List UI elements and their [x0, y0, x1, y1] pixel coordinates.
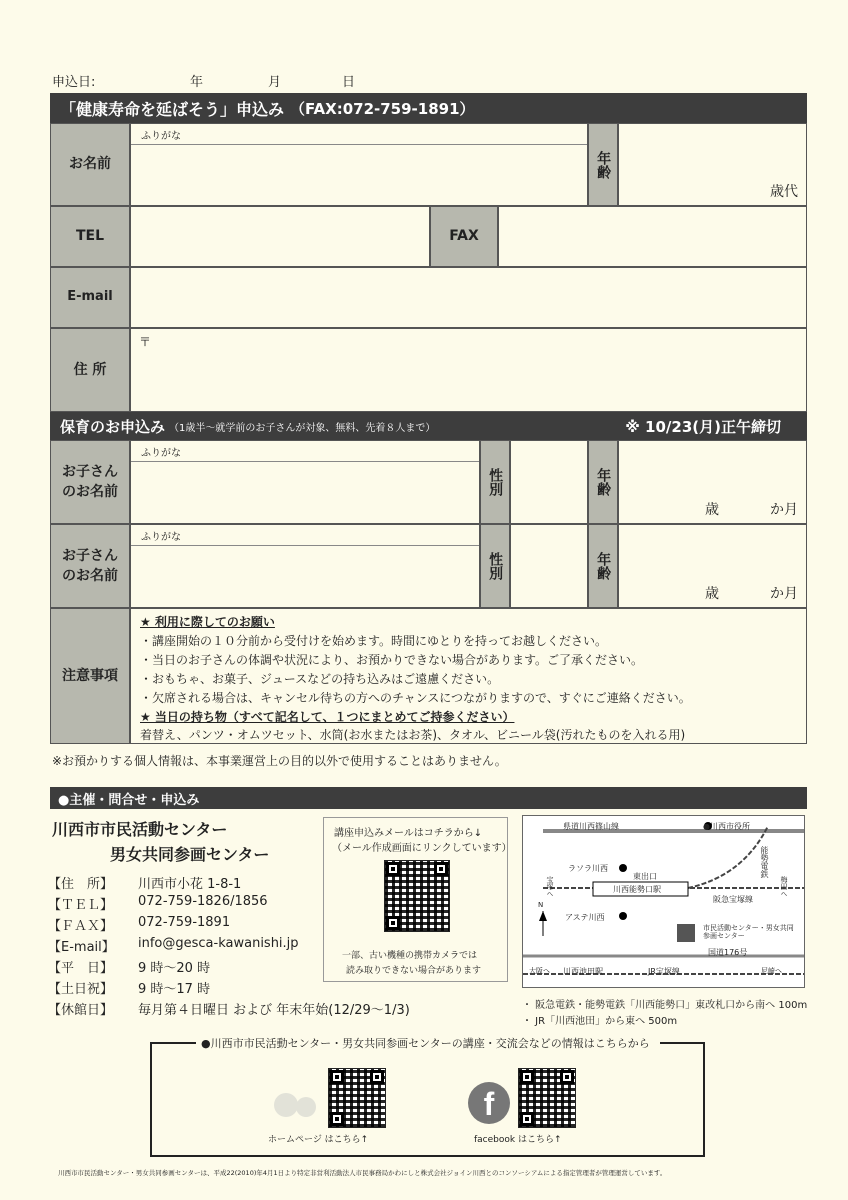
- child1-gender-label: 性別: [480, 440, 510, 524]
- child2-age-input[interactable]: [618, 524, 807, 608]
- form1-title: 「健康寿命を延ばそう」申込み: [60, 99, 285, 119]
- child2-gender-label: 性別: [480, 524, 510, 608]
- child2-furigana-label: ふりがな: [141, 532, 181, 543]
- child1-name-label: お子さん のお名前: [50, 440, 130, 524]
- apply-date-day: 日: [342, 75, 356, 90]
- notes-belongings: 着替え、パンツ・オムツセット、水筒(お水またはお茶)、タオル、ビニール袋(汚れたものを入れる用): [140, 728, 686, 742]
- notes-heading2: ★ 当日の持ち物（すべて記名して、１つにまとめてご持参ください）: [140, 710, 515, 724]
- org-name-1: 川西市市民活動センター: [52, 820, 228, 839]
- facebook-icon: f: [468, 1082, 510, 1124]
- child1-gender-input[interactable]: [510, 440, 588, 524]
- access-line-2: ・ JR「川西池田」から東へ 500m: [522, 1016, 678, 1027]
- contact-row: 【ＦＡＸ】 072-759-1891: [48, 915, 231, 934]
- map-kyobashi: 大阪へ: [529, 967, 550, 975]
- notes-label: 注意事項: [50, 608, 130, 744]
- child2-age-years: 歳: [705, 586, 719, 602]
- info-box-title: ●川西市市民活動センター・男女共同参画センターの講座・交流会などの情報はこちらから: [198, 1035, 653, 1051]
- tel-input[interactable]: [130, 206, 430, 267]
- map-city-hall: ●川西市役所: [703, 822, 750, 831]
- contact-header: ●主催・問合せ・申込み: [50, 787, 807, 809]
- map-center: 市民活動センター・男女共同参画センター: [703, 924, 794, 941]
- access-line-1: ・ 阪急電鉄・能勢電鉄「川西能勢口」東改札口から南へ 100m: [522, 1000, 808, 1011]
- mail-qr-box: [323, 817, 512, 982]
- name-input[interactable]: [130, 123, 588, 206]
- form2-deadline: ※ 10/23(月)正午締切: [625, 417, 781, 436]
- notes-item-4: ・欠席される場合は、キャンセル待ちの方へのチャンスにつながりますので、すぐにご連絡ください。: [140, 691, 691, 705]
- form1-fax: （FAX:072-759-1891）: [290, 99, 475, 118]
- privacy-note: ※お預かりする個人情報は、本事業運営上の目的以外で使用することはありません。: [52, 754, 507, 768]
- notes-heading1: ★ 利用に際してのお願い: [140, 615, 275, 629]
- map-station: 川西能勢口駅: [613, 885, 661, 894]
- email-input[interactable]: [130, 267, 807, 328]
- mail-qr-text1: 講座申込みメールはコチラから↓: [334, 828, 483, 839]
- apply-date-month: 月: [268, 75, 282, 90]
- child1-furigana-label: ふりがな: [141, 448, 181, 459]
- map-amagasaki: 尼崎へ: [761, 967, 782, 975]
- tel-label: TEL: [50, 206, 130, 267]
- name-label: お名前: [50, 123, 130, 206]
- footer-text: 川西市市民活動センター・男女共同参画センターは、平成22(2010)年4月1日より特定非営利活動法人市民事務局かわにしと株式会社ジョイン川西とのコンソーシアムによる指定管理者が管理運営しています。: [58, 1169, 667, 1177]
- notes-item-2: ・当日のお子さんの体調や状況により、お預かりできない場合があります。ご了承ください。: [140, 653, 644, 667]
- map-ikeda: 川西池田駅: [563, 967, 603, 976]
- contact-row: 【土日祝】 9 時～17 時: [48, 982, 211, 997]
- age-unit: 歳代: [770, 184, 798, 200]
- map-umeda: 梅田へ: [780, 876, 788, 897]
- map-lasora: ラソラ川西: [568, 864, 608, 873]
- fax-input[interactable]: [498, 206, 807, 267]
- map-hankyu-takarazuka: 阪急宝塚線: [713, 895, 753, 904]
- child1-age-input[interactable]: [618, 440, 807, 524]
- form2-subtitle: （1歳半～就学前のお子さんが対象、無料、先着８人まで）: [169, 422, 436, 434]
- name-furigana-label: ふりがな: [141, 131, 181, 142]
- map-asute: アステ川西: [565, 913, 605, 922]
- child2-age-label: 年齢: [588, 524, 618, 608]
- homepage-qr-code[interactable]: [328, 1068, 386, 1128]
- address-label: 住 所: [50, 328, 130, 412]
- mail-qr-text2: （メール作成画面にリンクしています）: [332, 843, 512, 854]
- contact-row: 【E-mail】 info@gesca-kawanishi.jp: [48, 936, 299, 955]
- map-east-exit: 東出口: [633, 872, 657, 881]
- homepage-logo: [272, 1090, 322, 1120]
- homepage-caption: ホームページ はこちら↑: [268, 1135, 369, 1145]
- mail-qr-code[interactable]: [384, 860, 450, 932]
- email-label: E-mail: [50, 267, 130, 328]
- contact-row: 【住 所】 川西市小花 1-8-1: [48, 877, 242, 892]
- age-input[interactable]: [618, 123, 807, 206]
- child2-age-months: か月: [770, 586, 798, 602]
- child1-age-months: か月: [770, 502, 798, 518]
- map-route: 県道川西篠山線: [563, 822, 619, 831]
- age-label: 年齢: [588, 123, 618, 206]
- child1-name-input[interactable]: [130, 440, 480, 524]
- notes-item-3: ・おもちゃ、お菓子、ジュースなどの持ち込みはご遠慮ください。: [140, 672, 500, 686]
- child1-age-years: 歳: [705, 502, 719, 518]
- child1-age-label: 年齢: [588, 440, 618, 524]
- child2-gender-input[interactable]: [510, 524, 588, 608]
- form2-title: 保育のお申込み: [60, 417, 166, 436]
- contact-row: 【平 日】 9 時～20 時: [48, 961, 211, 976]
- child2-name-input[interactable]: [130, 524, 480, 608]
- apply-date-year: 年: [190, 75, 204, 90]
- facebook-qr-code[interactable]: [518, 1068, 576, 1128]
- mail-qr-note2: 読み取りできない場合があります: [346, 966, 482, 976]
- form1-header: [50, 93, 807, 123]
- mail-qr-note1: 一部、古い機種の携帯カメラでは: [342, 951, 478, 961]
- map-nose-line: 能勢電鉄: [760, 846, 769, 878]
- form2-header: [50, 412, 807, 440]
- apply-date-label: 申込日:: [52, 75, 96, 90]
- map-north: N: [538, 901, 544, 909]
- fax-label: FAX: [430, 206, 498, 267]
- notes-item-1: ・講座開始の１０分前から受付けを始めます。時間にゆとりを持ってお越しください。: [140, 634, 608, 648]
- address-input[interactable]: [130, 328, 807, 412]
- postal-mark: 〒: [139, 335, 152, 349]
- map-national-road: 国道176号: [708, 948, 748, 957]
- info-box: [150, 1042, 705, 1157]
- access-map: [522, 815, 805, 988]
- facebook-caption: facebook はこちら↑: [474, 1135, 562, 1145]
- map-jr-line: JR宝塚線: [648, 967, 680, 976]
- child2-name-label: お子さん のお名前: [50, 524, 130, 608]
- contact-row: 【ＴＥＬ】 072-759-1826/1856: [48, 894, 268, 913]
- map-takarazuka: 宝塚へ: [546, 876, 554, 897]
- contact-row: 【休館日】 毎月第４日曜日 および 年末年始(12/29～1/3): [48, 1003, 410, 1018]
- org-name-2: 男女共同参画センター: [110, 845, 270, 864]
